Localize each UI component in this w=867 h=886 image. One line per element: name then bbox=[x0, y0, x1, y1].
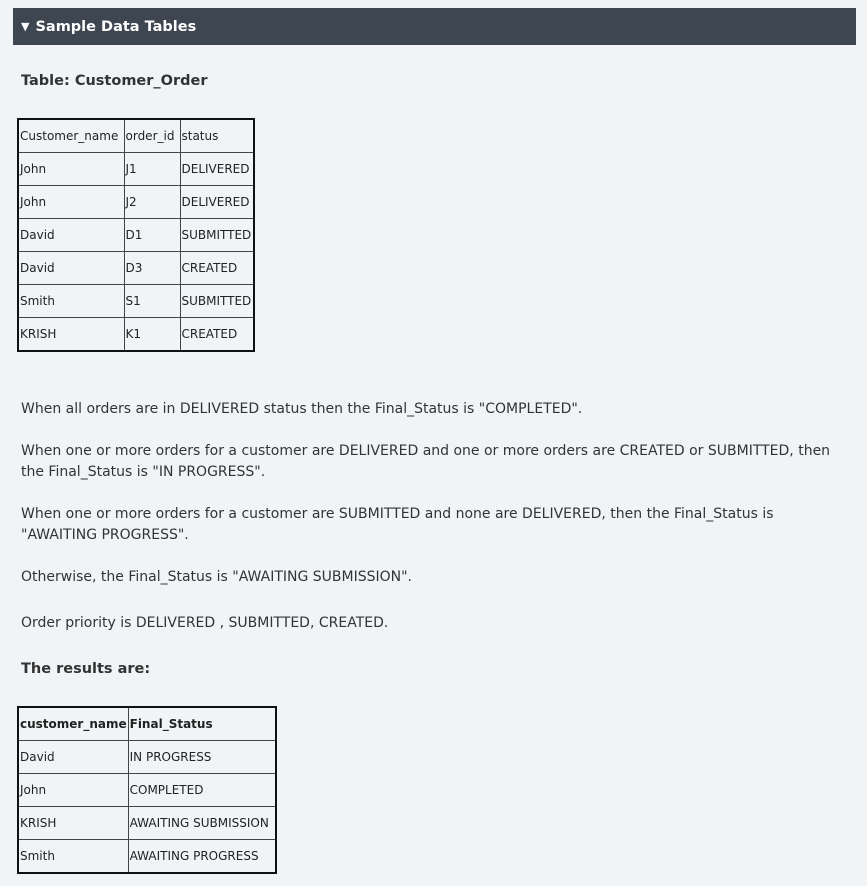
rule-completed: When all orders are in DELIVERED status then the Final_Status is "COMPLETED". bbox=[21, 401, 583, 417]
cell-customer-name: KRISH bbox=[18, 318, 124, 352]
cell-order-id: D3 bbox=[124, 252, 180, 285]
cell-customer-name: KRISH bbox=[18, 807, 128, 840]
rule-in-progress: When one or more orders for a customer are DELIVERED and one or more orders are CREATED or SUBMITTED, then the Final_Status is "IN PROGRESS". bbox=[21, 443, 831, 480]
table-row bbox=[18, 219, 254, 252]
table-row bbox=[18, 318, 254, 352]
cell-order-id: S1 bbox=[124, 285, 180, 318]
rule-awaiting-progress: When one or more orders for a customer are SUBMITTED and none are DELIVERED, then the Final_Status is "AWAITING PROGRESS". bbox=[21, 506, 774, 543]
cell-customer-name: David bbox=[18, 219, 124, 252]
sample-data-tables-toggle[interactable] bbox=[13, 8, 856, 45]
rule-awaiting-submission: Otherwise, the Final_Status is "AWAITING SUBMISSION". bbox=[21, 569, 413, 585]
customer-order-table-title: Table: Customer_Order bbox=[21, 73, 208, 89]
cell-status: DELIVERED bbox=[180, 186, 254, 219]
cell-customer-name: John bbox=[18, 774, 128, 807]
cell-final-status: COMPLETED bbox=[128, 774, 276, 807]
cell-final-status: AWAITING PROGRESS bbox=[128, 840, 276, 874]
cell-customer-name: David bbox=[18, 252, 124, 285]
table-header-row bbox=[18, 707, 276, 741]
table-row bbox=[18, 774, 276, 807]
cell-order-id: K1 bbox=[124, 318, 180, 352]
cell-order-id: J1 bbox=[124, 153, 180, 186]
table-row bbox=[18, 741, 276, 774]
customer-order-table bbox=[17, 118, 255, 352]
cell-status: DELIVERED bbox=[180, 153, 254, 186]
results-table bbox=[17, 706, 277, 874]
column-header-customer-name: Customer_name bbox=[18, 119, 124, 153]
cell-customer-name: John bbox=[18, 153, 124, 186]
cell-order-id: J2 bbox=[124, 186, 180, 219]
cell-final-status: IN PROGRESS bbox=[128, 741, 276, 774]
table-row bbox=[18, 252, 254, 285]
table-row bbox=[18, 807, 276, 840]
cell-order-id: D1 bbox=[124, 219, 180, 252]
cell-status: SUBMITTED bbox=[180, 219, 254, 252]
table-row bbox=[18, 840, 276, 874]
results-title: The results are: bbox=[21, 661, 151, 677]
cell-customer-name: John bbox=[18, 186, 124, 219]
table-row bbox=[18, 153, 254, 186]
cell-customer-name: Smith bbox=[18, 840, 128, 874]
column-header-status: status bbox=[180, 119, 254, 153]
cell-status: SUBMITTED bbox=[180, 285, 254, 318]
rule-order-priority: Order priority is DELIVERED , SUBMITTED, CREATED. bbox=[21, 615, 389, 631]
caret-down-icon: ▼ bbox=[21, 20, 30, 33]
table-header-row bbox=[18, 119, 254, 153]
cell-final-status: AWAITING SUBMISSION bbox=[128, 807, 276, 840]
column-header-customer-name: customer_name bbox=[18, 707, 128, 741]
column-header-order-id: order_id bbox=[124, 119, 180, 153]
section-title: Sample Data Tables bbox=[35, 18, 197, 35]
table-row bbox=[18, 186, 254, 219]
cell-status: CREATED bbox=[180, 252, 254, 285]
cell-status: CREATED bbox=[180, 318, 254, 352]
cell-customer-name: Smith bbox=[18, 285, 124, 318]
column-header-final-status: Final_Status bbox=[128, 707, 276, 741]
cell-customer-name: David bbox=[18, 741, 128, 774]
table-row bbox=[18, 285, 254, 318]
